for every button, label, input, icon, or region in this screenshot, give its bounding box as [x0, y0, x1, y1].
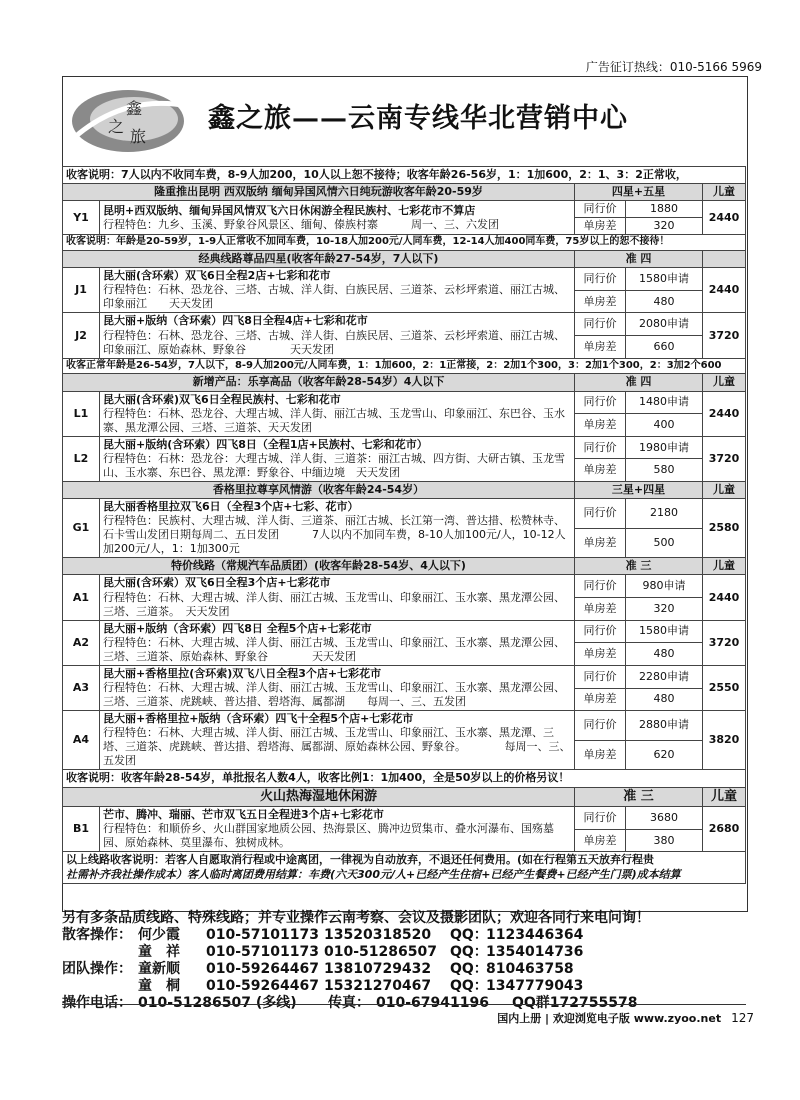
- route-title: 昆大丽+版纳(含环索）四飞8日（全程1店+民族村、七彩和花市）: [103, 437, 428, 451]
- logo-char-2: 之: [108, 117, 125, 136]
- route-features: 行程特色：石林、大理古城、洋人街、丽江古城、玉龙雪山、印象丽江、玉水寨、黑龙潭、三塔、三道茶、虎跳峡、普达措、碧塔海、属都湖、原始森林公园、野象谷。 每周一、三、五发团: [103, 726, 571, 768]
- contact-mobile: 13810729432: [324, 961, 432, 977]
- contact-intro: 另有多条品质线路、特殊线路；并专业操作云南考察、会议及摄影团队；欢迎各同行来电问询！: [62, 910, 650, 926]
- qq-group: QQ群172755578: [512, 995, 638, 1011]
- child-price: 2440: [703, 391, 746, 436]
- section-header: [63, 184, 746, 201]
- single-value: 480: [626, 290, 703, 313]
- route-title: 昆大丽(含环索)双飞6日全程民族村、七彩和花市: [103, 392, 341, 406]
- route-features: 行程特色：九乡、玉溪、野象谷风景区、缅甸、傣族村寨 周一、三、六发团: [103, 217, 499, 231]
- contact-qq-label: QQ：: [450, 978, 488, 994]
- child-header: 儿童: [703, 787, 746, 807]
- single-label: 单房差: [575, 414, 626, 437]
- contact-name: 童新顺: [138, 961, 180, 977]
- route-code: A4: [63, 711, 100, 770]
- page-footer: [497, 1010, 754, 1026]
- fax-number: 010-67941196: [376, 995, 489, 1011]
- contact-qq: 810463758: [486, 961, 574, 977]
- child-price: 3820: [703, 711, 746, 770]
- single-label: 单房差: [575, 459, 626, 482]
- route-row: [63, 711, 746, 741]
- op-label: 操作电话：: [62, 995, 132, 1011]
- logo-char-1: 鑫: [126, 99, 143, 118]
- child-price: 2440: [703, 268, 746, 313]
- route-desc: [100, 201, 575, 235]
- single-value: 580: [626, 459, 703, 482]
- single-label: 单房差: [575, 336, 626, 359]
- route-features: 行程特色：石林、恐龙谷、三塔、古城、洋人街、白族民居、三道茶、云杉坪索道、丽江古城、印象丽江 天天发团: [103, 283, 565, 311]
- single-value: 320: [626, 598, 703, 621]
- price-label: 同行价: [575, 313, 626, 336]
- route-code: J1: [63, 268, 100, 313]
- contact-block: [62, 910, 746, 1012]
- route-desc: [100, 575, 575, 620]
- price-label: 同行价: [575, 620, 626, 643]
- section-title: 特价线路（常规汽车品质团）(收客年龄28-54岁、4人以下): [63, 558, 575, 575]
- section-grade: 三星+四星: [575, 482, 703, 499]
- route-title: 昆大丽+版纳（含环索）四飞8日全程4店+七彩和花市: [103, 314, 368, 328]
- contact-name: 何少霞: [138, 927, 180, 943]
- single-value: 400: [626, 414, 703, 437]
- contact-row: [62, 961, 746, 978]
- single-label: 单房差: [575, 218, 626, 235]
- route-code: Y1: [63, 201, 100, 235]
- section-header: [63, 482, 746, 499]
- route-title: 昆明+西双版纳、缅甸异国风情双飞六日休闲游全程民族村、七彩花市不算店: [103, 203, 476, 217]
- route-desc: [100, 499, 575, 558]
- route-code: L2: [63, 436, 100, 481]
- route-title: 昆大丽(含环索）双飞6日全程2店+七彩和花市: [103, 269, 331, 283]
- child-price: 2550: [703, 665, 746, 710]
- route-row: [63, 391, 746, 414]
- price-value: 1880: [626, 201, 703, 218]
- child-price: 3720: [703, 436, 746, 481]
- route-code: L1: [63, 391, 100, 436]
- route-title: 昆大丽+香格里拉(含环索)双飞八日全程3个店+七彩花市: [103, 666, 382, 680]
- price-label: 同行价: [575, 391, 626, 414]
- route-row: [63, 436, 746, 459]
- contact-row: [62, 978, 746, 995]
- route-row: [63, 313, 746, 336]
- ad-hotline: 广告征订热线：010-5166 5969: [585, 60, 762, 74]
- route-features: 行程特色：石林、大理古城、洋人街、丽江古城、玉龙雪山、印象丽江、玉水寨、黑龙潭公园、三塔、三道茶、原始森林、野象谷 天天发团: [103, 635, 565, 663]
- contact-mobile: 010-51286507: [324, 944, 437, 960]
- contact-tel: 010-59264467: [206, 961, 319, 977]
- contact-name: 童 桐: [138, 978, 180, 994]
- footer-divider: [62, 1004, 746, 1005]
- route-row: [63, 201, 746, 218]
- price-label: 同行价: [575, 436, 626, 459]
- single-label: 单房差: [575, 688, 626, 711]
- contact-qq: 1347779043: [486, 978, 584, 994]
- child-header: 儿童: [703, 558, 746, 575]
- notice-top: 收客说明：7人以内不收同车费，8-9人加200，10人以上恕不接待；收客年龄26-56岁，1：1加600，2：1、3：2正常收，: [63, 167, 746, 184]
- section-title: 隆重推出昆明 西双版纳 缅甸异国风情六日纯玩游收客年龄20-59岁: [63, 184, 575, 201]
- route-table: [62, 166, 746, 884]
- section-title: 经典线路尊品四星(收客年龄27-54岁，7人以下): [63, 251, 575, 268]
- section-grade: 准 三: [575, 787, 703, 807]
- route-code: A1: [63, 575, 100, 620]
- brand-title: 鑫之旅——云南专线华北营销中心: [208, 103, 628, 134]
- bottom-notice-line-2: 社需补齐我社操作成本）客人临时离团费用结算：车费(六天300元/人+已经产生住宿+已经产生餐费+已经产生门票)成本结算: [66, 867, 681, 881]
- route-row: [63, 665, 746, 688]
- single-value: 380: [626, 829, 703, 852]
- section-title: 香格里拉尊享风情游（收客年龄24-54岁）: [63, 482, 575, 499]
- route-row: [63, 807, 746, 830]
- single-value: 320: [626, 218, 703, 235]
- child-header: 儿童: [703, 482, 746, 499]
- section-header: [63, 374, 746, 391]
- route-code: A3: [63, 665, 100, 710]
- route-row: [63, 575, 746, 598]
- route-code: B1: [63, 807, 100, 852]
- route-features: 行程特色：石林：恐龙谷：大理古城、洋人街、三道茶：丽江古城、四方街、大研古镇、玉龙雪山、玉水寨、东巴谷、黑龙潭：野象谷、中缅边境 天天发团: [103, 451, 565, 479]
- route-title: 芒市、腾冲、瑞丽、芒市双飞五日全程进3个店+七彩花市: [103, 808, 384, 822]
- single-label: 单房差: [575, 643, 626, 666]
- price-value: 2280申请: [626, 665, 703, 688]
- price-label: 同行价: [575, 665, 626, 688]
- company-logo: [66, 84, 196, 158]
- route-code: G1: [63, 499, 100, 558]
- brand-header: [62, 80, 746, 162]
- fax-label: 传真：: [328, 995, 370, 1011]
- route-title: 昆大丽+版纳（含环索）四飞8日 全程5个店+七彩花市: [103, 621, 372, 635]
- price-label: 同行价: [575, 575, 626, 598]
- price-label: 同行价: [575, 499, 626, 529]
- notice-j: 收客正常年龄是26-54岁，7人以下，8-9人加200元/人同车费，1：1加600，2：1正常接，2：2加1个300，3：2加1个300，2：3加2个600: [63, 358, 746, 374]
- contact-role: 散客操作：: [62, 927, 132, 943]
- route-row: [63, 268, 746, 291]
- price-label: 同行价: [575, 268, 626, 291]
- footer-text: 国内上册 | 欢迎浏览电子版 www.zyoo.net: [497, 1012, 722, 1025]
- section-header: [63, 787, 746, 807]
- single-label: 单房差: [575, 829, 626, 852]
- contact-role: [62, 944, 138, 961]
- price-value: 3680: [626, 807, 703, 830]
- child-price: 2440: [703, 201, 746, 235]
- contact-role: [62, 978, 138, 995]
- single-value: 480: [626, 643, 703, 666]
- child-header: 儿童: [703, 374, 746, 391]
- single-value: 620: [626, 740, 703, 770]
- notice-y1: 收客说明：年龄是20-59岁，1-9人正常收不加同车费，10-18人加200元/人同车费，12-14人加400同车费，75岁以上的恕不接待！: [63, 235, 746, 251]
- route-title: 昆大丽+香格里拉+版纳（含环索）四飞十全程5个店+七彩花市: [103, 712, 414, 726]
- route-features: 行程特色：石林、恐龙谷、三塔、古城、洋人街、白族民居、三道茶、云杉坪索道、丽江古城、印象丽江、原始森林、野象谷 天天发团: [103, 328, 565, 356]
- single-value: 480: [626, 688, 703, 711]
- route-desc: [100, 313, 575, 358]
- section-header: [63, 251, 746, 268]
- section-grade: 准 四: [575, 374, 703, 391]
- single-value: 500: [626, 528, 703, 558]
- route-desc: [100, 391, 575, 436]
- single-value: 660: [626, 336, 703, 359]
- route-features: 行程特色：和顺侨乡、火山群国家地质公园、热海景区、腾冲边贸集市、叠水河瀑布、国殇墓园、原始森林、莫里瀑布、独树成林。: [103, 822, 554, 850]
- child-price: 3720: [703, 313, 746, 358]
- price-value: 1980申请: [626, 436, 703, 459]
- price-value: 980申请: [626, 575, 703, 598]
- section-title: 新增产品：乐享高品（收客年龄28-54岁）4人以下: [63, 374, 575, 391]
- section-grade: 准 三: [575, 558, 703, 575]
- single-label: 单房差: [575, 290, 626, 313]
- route-features: 行程特色：民族村、大理古城、洋人街、三道茶、丽江古城、长江第一湾、普达措、松赞林寺、石卡雪山发团日期每周二、五日发团 7人以内不加同车费，8-10人加100元/人，10-12人加200元/人，1：1加300元: [103, 514, 566, 556]
- route-title: 昆大丽香格里拉双飞6日（全程3个店+七彩、花市）: [103, 500, 359, 514]
- contact-qq-label: QQ：: [450, 927, 488, 943]
- price-value: 1480申请: [626, 391, 703, 414]
- price-label: 同行价: [575, 711, 626, 741]
- section-grade: 四星+五星: [575, 184, 703, 201]
- route-row: [63, 499, 746, 529]
- section-title: 火山热海湿地休闲游: [63, 787, 575, 807]
- child-price: 2680: [703, 807, 746, 852]
- route-title: 昆大丽(含环索）双飞6日全程3个店+七彩花市: [103, 576, 331, 590]
- route-code: J2: [63, 313, 100, 358]
- single-label: 单房差: [575, 740, 626, 770]
- route-desc: [100, 711, 575, 770]
- contact-name: 童 祥: [138, 944, 180, 960]
- contact-qq-label: QQ：: [450, 961, 488, 977]
- logo-char-3: 旅: [130, 127, 147, 146]
- route-desc: [100, 436, 575, 481]
- contact-qq: 1123446364: [486, 927, 584, 943]
- price-value: 1580申请: [626, 268, 703, 291]
- route-features: 行程特色：石林、大理古城、洋人街、丽江古城、玉龙雪山、印象丽江、玉水寨、黑龙潭公园、三塔、三道茶、虎跳峡、普达措、碧塔海、属都湖 每周一、三、五发团: [103, 681, 565, 709]
- route-desc: [100, 665, 575, 710]
- child-price: 3720: [703, 620, 746, 665]
- contact-row: [62, 927, 746, 944]
- route-features: 行程特色：石林、大理古城、洋人街、丽江古城、玉龙雪山、印象丽江、玉水寨、黑龙潭公园、三塔、三道茶。 天天发团: [103, 590, 565, 618]
- route-code: A2: [63, 620, 100, 665]
- contact-qq: 1354014736: [486, 944, 584, 960]
- section-grade: 准 四: [575, 251, 703, 268]
- contact-tel: 010-57101173: [206, 944, 319, 960]
- contact-qq-label: QQ：: [450, 944, 488, 960]
- page-number: 127: [731, 1011, 754, 1025]
- price-label: 同行价: [575, 807, 626, 830]
- single-label: 单房差: [575, 598, 626, 621]
- price-value: 2080申请: [626, 313, 703, 336]
- route-features: 行程特色：石林、恐龙谷、大理古城、洋人街、丽江古城、玉龙雪山、印象丽江、东巴谷、玉水寨、黑龙潭公园、三塔、三道茶、天天发团: [103, 406, 565, 434]
- bottom-notice: [63, 852, 746, 883]
- child-header: 儿童: [703, 184, 746, 201]
- contact-role: 团队操作：: [62, 961, 132, 977]
- contact-mobile: 13520318520: [324, 927, 432, 943]
- contact-tel: 010-59264467: [206, 978, 319, 994]
- child-price: 2580: [703, 499, 746, 558]
- single-label: 单房差: [575, 528, 626, 558]
- contact-row: [62, 944, 746, 961]
- price-value: 2880申请: [626, 711, 703, 741]
- route-desc: [100, 807, 575, 852]
- route-row: [63, 620, 746, 643]
- contact-tel: 010-57101173: [206, 927, 319, 943]
- route-desc: [100, 268, 575, 313]
- op-tel: 010-51286507 (多线): [138, 995, 297, 1011]
- child-price: 2440: [703, 575, 746, 620]
- section-header: [63, 558, 746, 575]
- route-desc: [100, 620, 575, 665]
- contact-mobile: 15321270467: [324, 978, 432, 994]
- notice-a: 收客说明：收客年龄28-54岁，单批报名人数4人，收客比例1：1加400，全是50岁以上的价格另议！: [63, 770, 746, 787]
- price-value: 2180: [626, 499, 703, 529]
- price-label: 同行价: [575, 201, 626, 218]
- bottom-notice-line-1: 以上线路收客说明：若客人自愿取消行程或中途离团，一律视为自动放弃，不退还任何费用。(如在行程第五天放弃行程贵: [66, 853, 655, 867]
- price-value: 1580申请: [626, 620, 703, 643]
